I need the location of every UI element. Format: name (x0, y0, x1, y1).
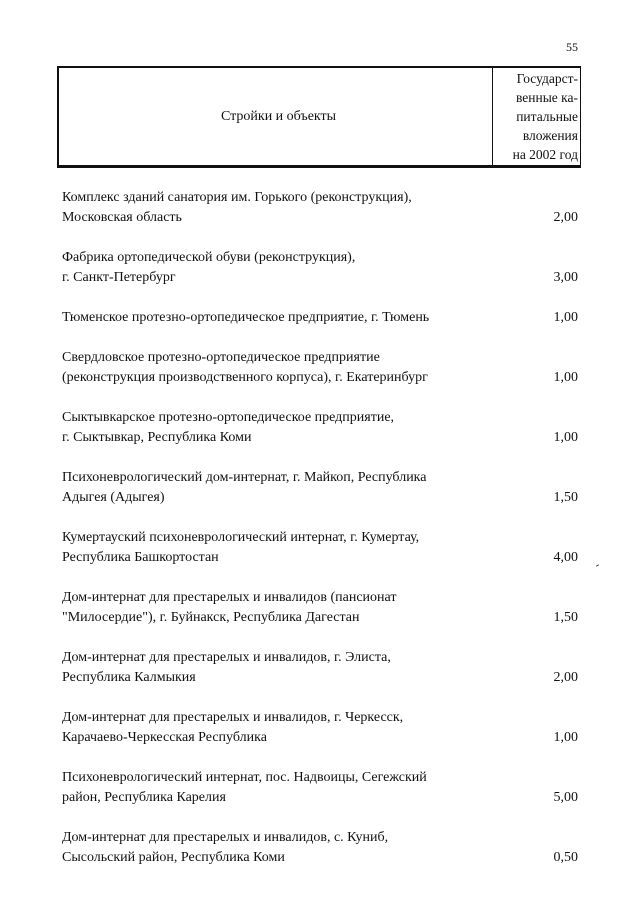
column-header-line: венные ка- (515, 90, 578, 105)
column-header-objects: Стройки и объекты (220, 108, 337, 124)
investment-value: 1,00 (553, 430, 578, 445)
column-header-line: на 2002 год (512, 147, 578, 162)
table-header (57, 66, 581, 168)
object-name: Дом-интернат для престарелых и инвалидов (пансионат "Милосердие"), г. Буйнакск, Республика Дагестан (62, 590, 397, 625)
table-row (62, 768, 580, 808)
object-name: Психоневрологический дом-интернат, г. Майкоп, Республика Адыгея (Адыгея) (62, 470, 427, 505)
table-row (62, 348, 580, 388)
table-row (62, 188, 580, 228)
investment-value: 1,00 (553, 310, 578, 325)
object-name: Комплекс зданий санатория им. Горького (реконструкция), Московская область (62, 190, 412, 225)
column-header-line: вложения (522, 128, 578, 143)
investment-value: 1,00 (553, 730, 578, 745)
column-header-investments (492, 68, 580, 165)
table-row (62, 468, 580, 508)
investment-value: 1,00 (553, 370, 578, 385)
table-row (62, 248, 580, 288)
table-row (62, 588, 580, 628)
table-row (62, 308, 580, 328)
object-name: Тюменское протезно-ортопедическое предприятие, г. Тюмень (62, 310, 430, 325)
investment-value: 3,00 (553, 270, 578, 285)
page-number: 55 (566, 40, 578, 54)
investment-value: 0,50 (553, 850, 578, 865)
investment-value: 2,00 (553, 670, 578, 685)
object-name: Кумертауский психоневрологический интернат, г. Кумертау, Республика Башкортостан (62, 530, 420, 565)
object-name: Сыктывкарское протезно-ортопедическое предприятие, г. Сыктывкар, Республика Коми (62, 410, 395, 445)
table-row (62, 528, 580, 568)
investment-value: 1,50 (553, 490, 578, 505)
table-row (62, 648, 580, 688)
object-name: Дом-интернат для престарелых и инвалидов, с. Куниб, Сысольский район, Республика Коми (62, 830, 389, 865)
column-header-line: Государст- (516, 71, 578, 86)
stray-mark (596, 564, 599, 566)
investment-value: 5,00 (553, 790, 578, 805)
object-name: Дом-интернат для престарелых и инвалидов, г. Элиста, Республика Калмыкия (62, 650, 391, 685)
investment-value: 1,50 (553, 610, 578, 625)
object-name: Свердловское протезно-ортопедическое предприятие (реконструкция производственного корпуса), г. Екатеринбург (62, 350, 428, 385)
investment-value: 4,00 (553, 550, 578, 565)
object-name: Психоневрологический интернат, пос. Надвоицы, Сегежский район, Республика Карелия (62, 770, 427, 805)
table-row (62, 828, 580, 868)
table-row (62, 708, 580, 748)
object-name: Фабрика ортопедической обуви (реконструкция), г. Санкт-Петербург (62, 250, 356, 285)
table-row (62, 408, 580, 448)
investment-value: 2,00 (553, 210, 578, 225)
object-name: Дом-интернат для престарелых и инвалидов, г. Черкесск, Карачаево-Черкесская Республика (62, 710, 404, 745)
column-header-line: питальные (516, 109, 578, 124)
